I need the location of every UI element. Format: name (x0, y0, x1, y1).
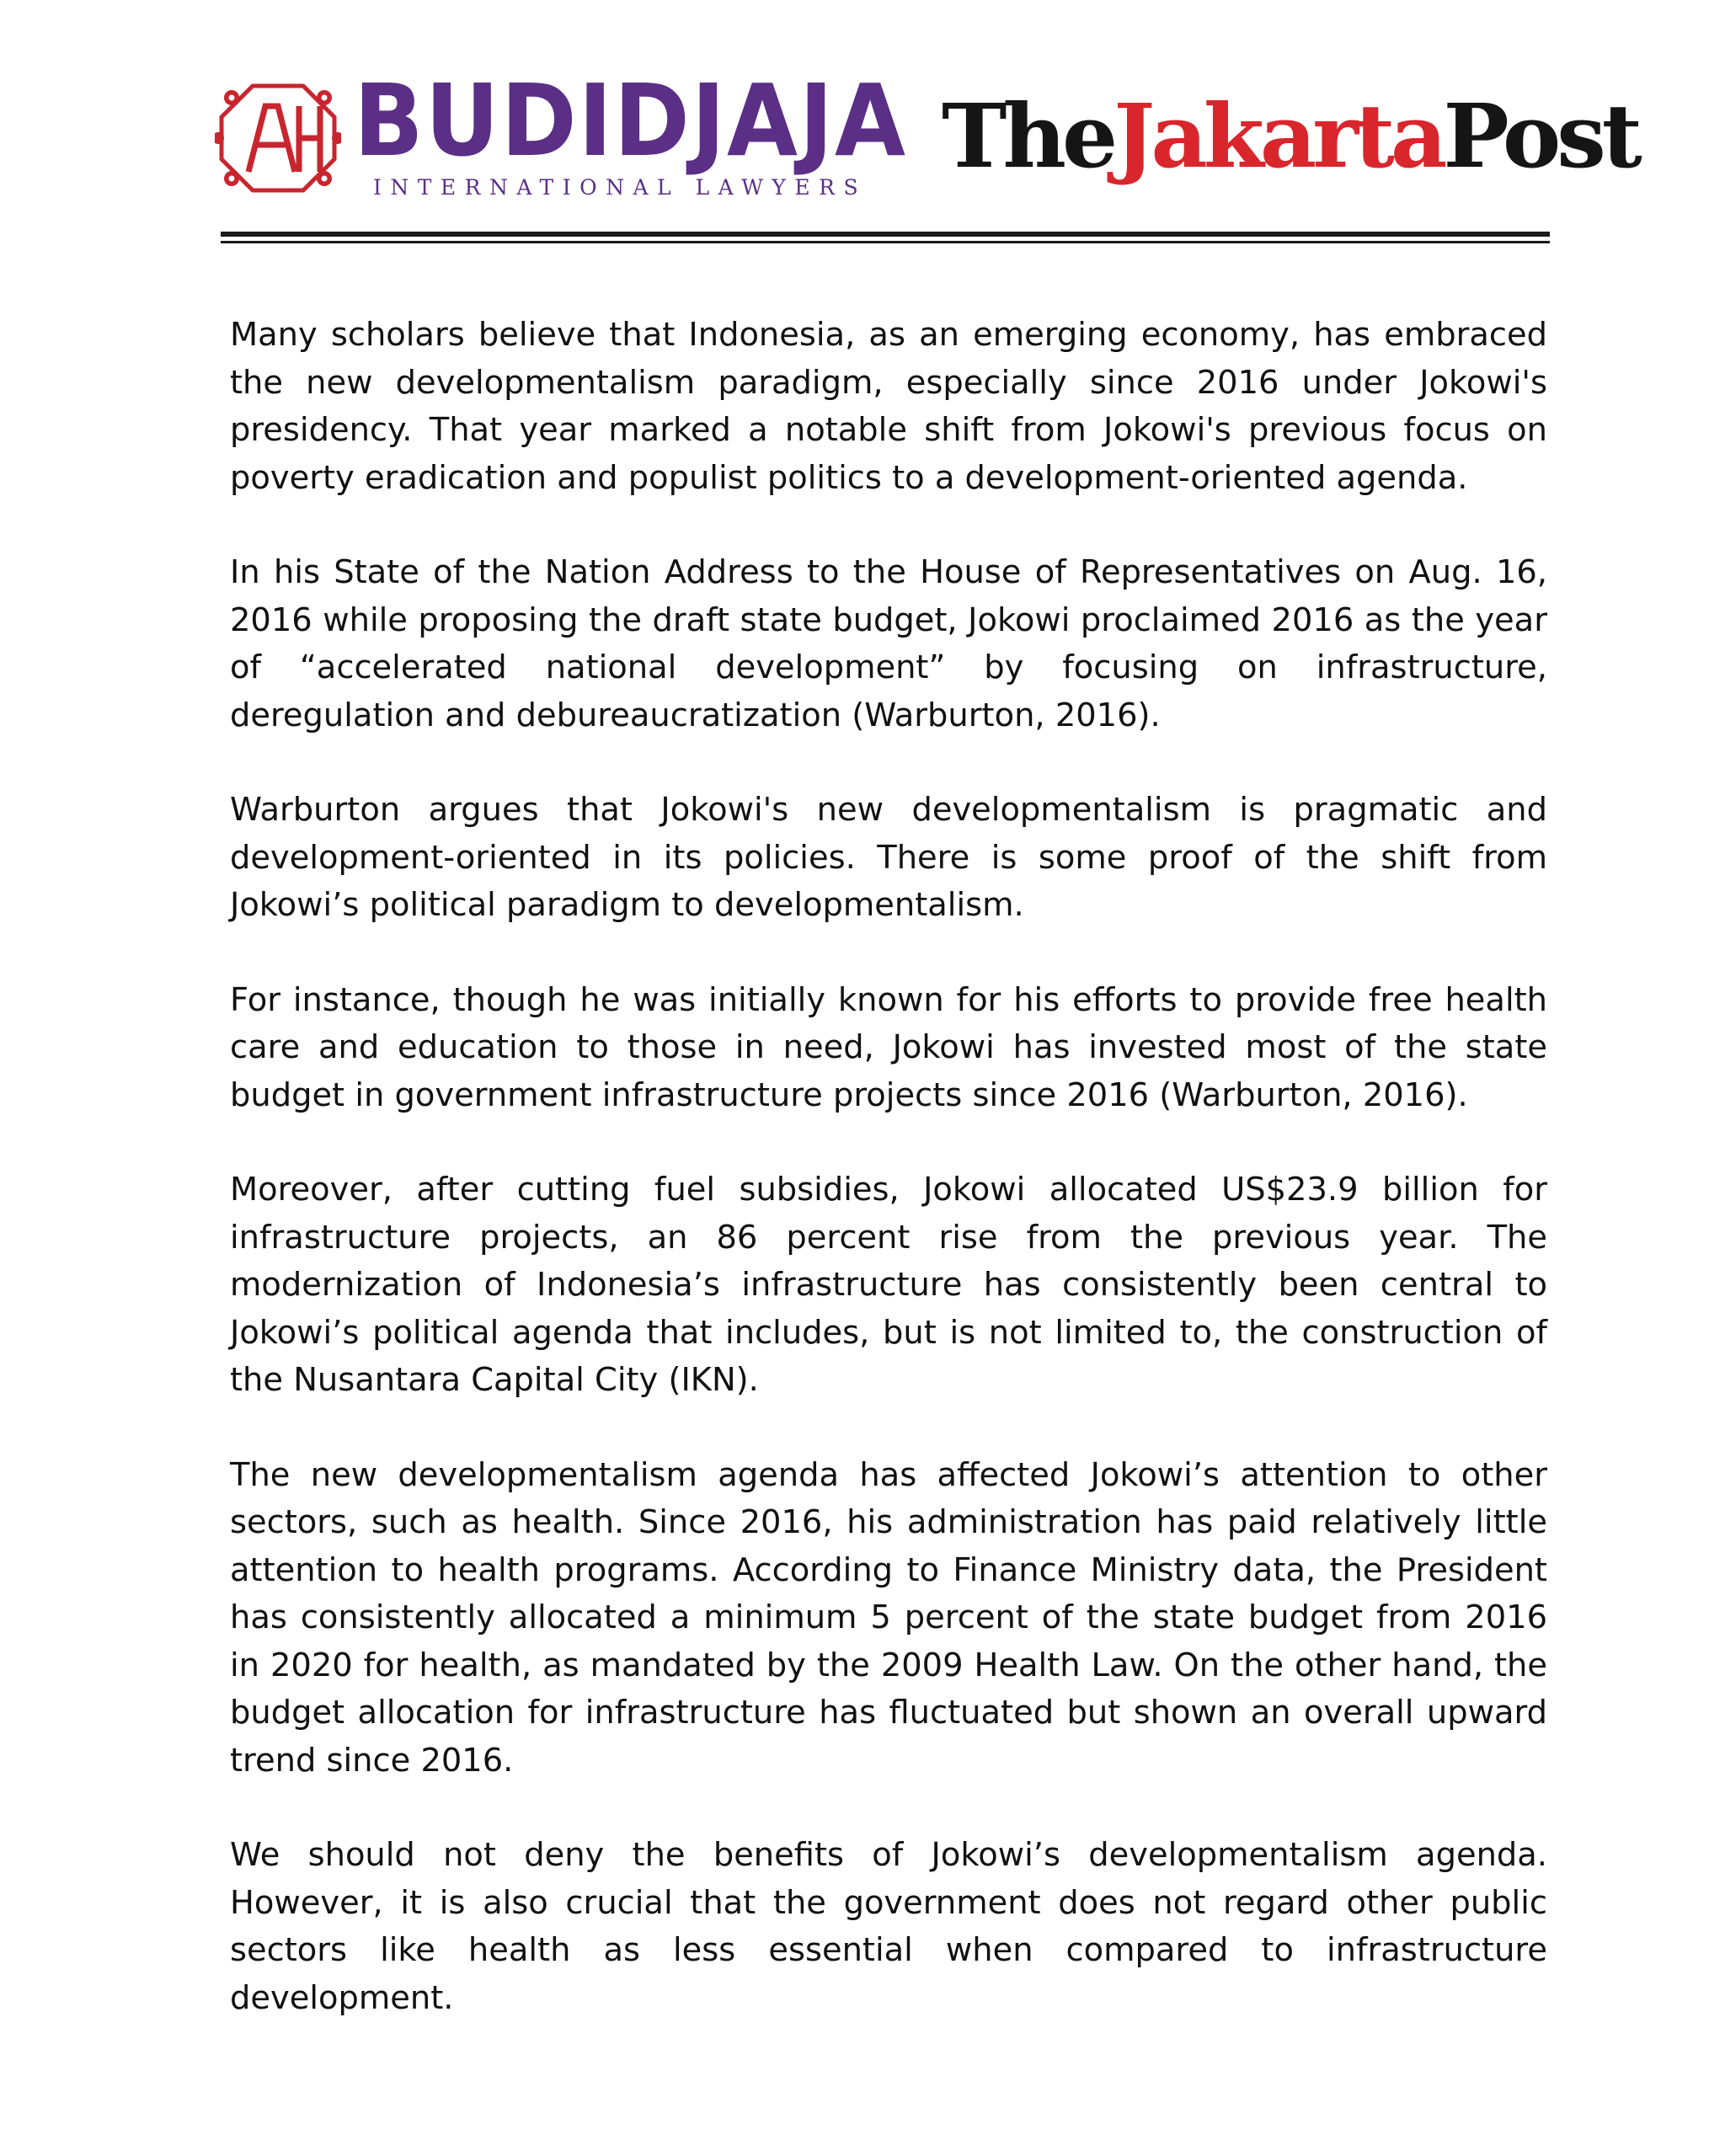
budidjaja-wordmark: BUDIDJAJA (354, 62, 907, 179)
jakarta-post-logo-jakarta: Jakarta (1114, 84, 1444, 188)
article-paragraph-1: Many scholars believe that Indonesia, as an emerging economy, has embraced the new developmentalism paradigm, especially since 2016 under Jokowi's presidency. That year marked a notable shift from Jokowi's previous focus on poverty eradication and populist politics to a development-oriented agenda. (230, 316, 1547, 497)
header-divider-thin (221, 241, 1550, 243)
article-paragraph-2: In his State of the Nation Address to the House of Representatives on Aug. 16, 2016 while proposing the draft state budget, Jokowi proclaimed 2016 as the year of “accelerated national development” by focusing on infrastructure, deregulation and debureaucratization (Warburton, 2016). (230, 553, 1547, 734)
budidjaja-tagline: INTERNATIONAL LAWYERS (373, 175, 868, 200)
budidjaja-emblem-icon (215, 79, 341, 197)
header-divider-thick (221, 232, 1550, 237)
jakarta-post-logo-post: Post (1443, 84, 1638, 188)
article-paragraph-3: Warburton argues that Jokowi's new developmentalism is pragmatic and development-oriented in its policies. There is some proof of the shift from Jokowi’s political paradigm to developmentalism. (230, 791, 1547, 924)
article-paragraph-7: We should not deny the benefits of Jokowi’s developmentalism agenda. However, it is also crucial that the government does not regard other public sectors like health as less essential when compared to infrastructure development. (230, 1836, 1547, 2017)
budidjaja-logo (215, 62, 907, 209)
article-body (230, 312, 1547, 2022)
article-paragraph-5: Moreover, after cutting fuel subsidies, Jokowi allocated US$23.9 billion for infrastructure projects, an 86 percent rise from the previous year. The modernization of Indonesia’s infrastructure has consistently been central to Jokowi’s political agenda that includes, but is not limited to, the construction of the Nusantara Capital City (IKN). (230, 1171, 1547, 1399)
article-paragraph-6: The new developmentalism agenda has affected Jokowi’s attention to other sectors, such as health. Since 2016, his administration has paid relatively little attention to health programs. According to Finance Ministry data, the President has consistently allocated a minimum 5 percent of the state budget from 2016 in 2020 for health, as mandated by the 2009 Health Law. On the other hand, the budget allocation for infrastructure has fluctuated but shown an overall upward trend since 2016. (230, 1455, 1547, 1780)
page-header (0, 0, 1725, 253)
jakarta-post-logo (942, 86, 1638, 187)
jakarta-post-logo-the: The (942, 84, 1114, 188)
article-paragraph-4: For instance, though he was initially known for his efforts to provide free health care and education to those in need, Jokowi has invested most of the state budget in government infrastructure projects since 2016 (Warburton, 2016). (230, 980, 1547, 1114)
